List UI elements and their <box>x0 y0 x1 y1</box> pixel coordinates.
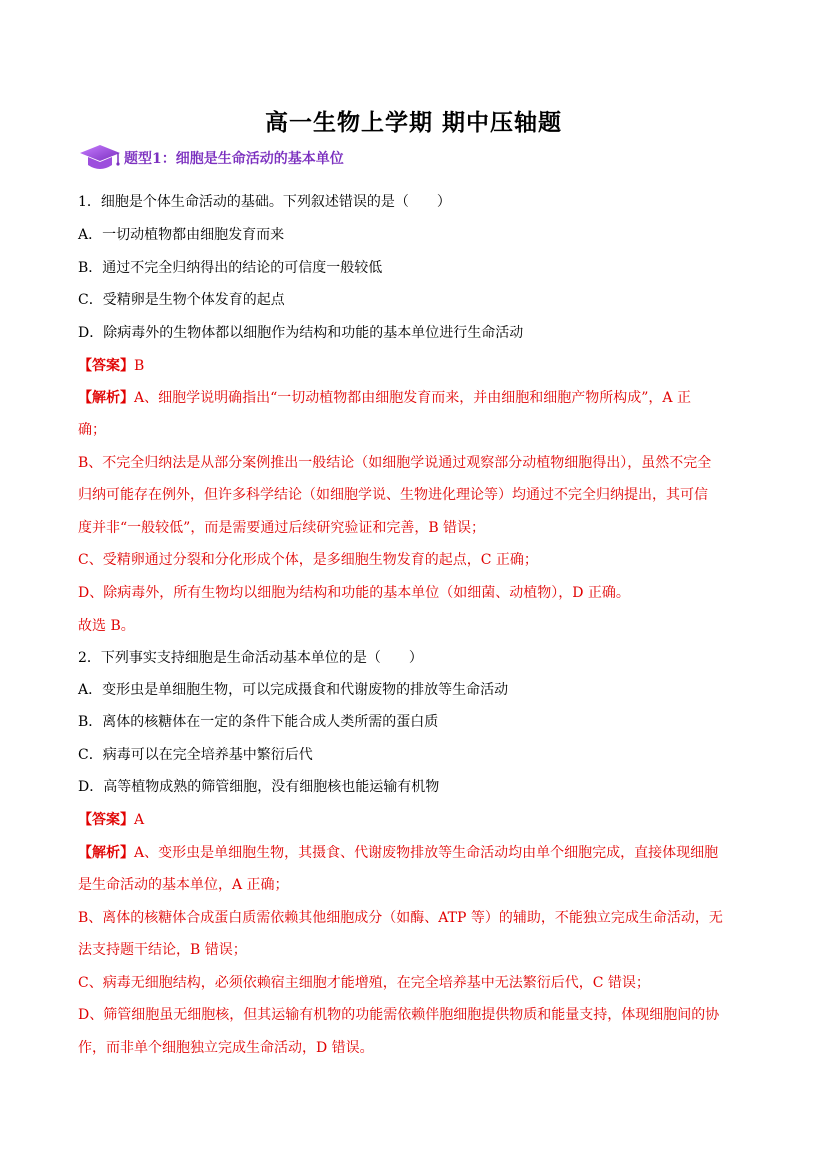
q1-analysis-line: 度并非“一般较低”，而是需要通过后续研究验证和完善，B 错误； <box>78 520 486 536</box>
q2-analysis-line: D、筛管细胞虽无细胞核，但其运输有机物的功能需依赖伴胞细胞提供物质和能量支持，体现细胞间的协 <box>78 1007 720 1023</box>
q1-analysis-line: C、受精卵通过分裂和分化形成个体，是多细胞生物发育的起点，C 正确； <box>78 552 538 568</box>
question-1-stem: 1．细胞是个体生命活动的基础。下列叙述错误的是（ ） <box>78 194 451 210</box>
graduation-cap-icon <box>78 143 122 173</box>
answer-value: B <box>134 358 145 374</box>
q1-option-a: A．一切动植物都由细胞发育而来 <box>78 227 285 243</box>
topic-label: 题型1：细胞是生命活动的基本单位 <box>124 151 344 167</box>
question-2-stem: 2．下列事实支持细胞是生命活动基本单位的是（ ） <box>78 650 423 666</box>
q2-analysis-line: 是生命活动的基本单位，A 正确； <box>78 877 289 893</box>
q2-analysis-line <box>78 843 718 863</box>
q1-analysis-line: 归纳可能存在例外，但许多科学结论（如细胞学说、生物进化理论等）均通过不完全归纳提出，其可信 <box>78 487 708 503</box>
answer-value: A <box>134 812 145 828</box>
q1-analysis-line: D、除病毒外，所有生物均以细胞为结构和功能的基本单位（如细菌、动植物），D 正确。 <box>78 585 630 601</box>
topic-header <box>78 143 344 173</box>
analysis-tag: 【解析】 <box>78 390 134 406</box>
q2-answer <box>78 810 144 830</box>
q2-option-d: D．高等植物成熟的筛管细胞，没有细胞核也能运输有机物 <box>78 779 440 795</box>
answer-tag: 【答案】 <box>78 358 134 374</box>
analysis-text: A、细胞学说明确指出“一切动植物都由细胞发育而来，并由细胞和细胞产物所构成”，A 正 <box>134 390 691 406</box>
q2-analysis-line: B、离体的核糖体合成蛋白质需依赖其他细胞成分（如酶、ATP 等）的辅助，不能独立完成生命活动，无 <box>78 910 723 926</box>
q1-answer <box>78 356 144 376</box>
analysis-tag: 【解析】 <box>78 845 134 861</box>
analysis-text: A、变形虫是单细胞生物，其摄食、代谢废物排放等生命活动均由单个细胞完成，直接体现细胞 <box>134 845 719 861</box>
page-title: 高一生物上学期 期中压轴题 <box>264 109 562 136</box>
q1-analysis-line <box>78 388 691 408</box>
q2-analysis-line: 法支持题干结论，B 错误； <box>78 942 247 958</box>
q1-option-b: B．通过不完全归纳得出的结论的可信度一般较低 <box>78 260 383 276</box>
q2-option-b: B．离体的核糖体在一定的条件下能合成人类所需的蛋白质 <box>78 714 439 730</box>
answer-tag: 【答案】 <box>78 812 134 828</box>
q1-analysis-line: B、不完全归纳法是从部分案例推出一般结论（如细胞学说通过观察部分动植物细胞得出），虽然不完全 <box>78 455 712 471</box>
q1-option-d: D．除病毒外的生物体都以细胞作为结构和功能的基本单位进行生命活动 <box>78 325 524 341</box>
q1-option-c: C．受精卵是生物个体发育的起点 <box>78 292 285 308</box>
q2-analysis-line: C、病毒无细胞结构，必须依赖宿主细胞才能增殖，在完全培养基中无法繁衍后代，C 错误； <box>78 975 650 991</box>
q2-option-c: C．病毒可以在完全培养基中繁衍后代 <box>78 747 313 763</box>
q1-analysis-line: 确； <box>78 422 106 438</box>
q1-conclusion: 故选 B。 <box>78 618 135 634</box>
q2-analysis-line: 作，而非单个细胞独立完成生命活动，D 错误。 <box>78 1040 374 1056</box>
q2-option-a: A．变形虫是单细胞生物，可以完成摄食和代谢废物的排放等生命活动 <box>78 682 509 698</box>
